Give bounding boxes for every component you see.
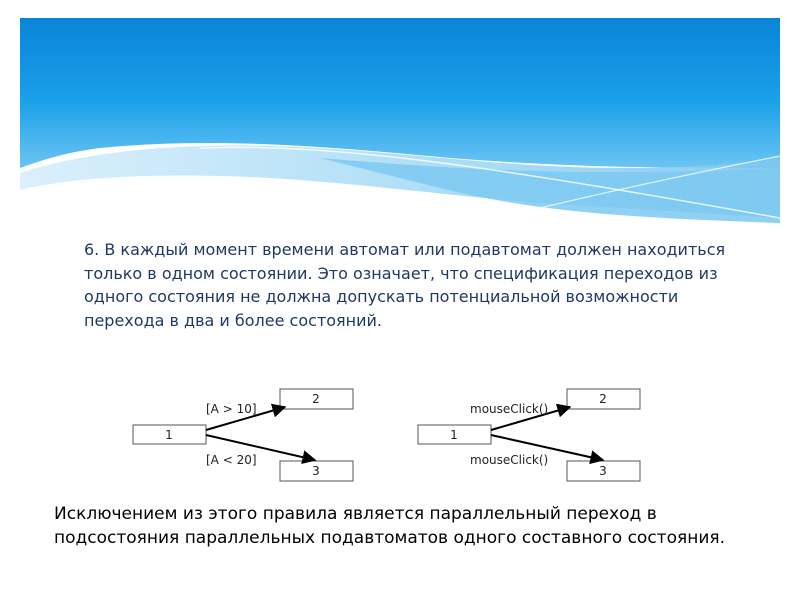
left-state-2-label: 2 <box>312 392 320 406</box>
right-event-bottom: mouseClick() <box>470 453 549 467</box>
right-state-2-label: 2 <box>599 392 607 406</box>
left-diagram <box>133 389 353 481</box>
exception-paragraph: Исключением из этого правила является параллельный переход в подсостояния параллельных подавтоматов одного составного состояния. <box>54 504 725 548</box>
header-wave-banner <box>20 18 780 228</box>
left-state-1-label: 1 <box>165 428 173 442</box>
right-diagram <box>418 389 640 481</box>
left-guard-top: [A > 10] <box>206 402 257 416</box>
left-guard-bottom: [A < 20] <box>206 453 257 467</box>
right-state-3-label: 3 <box>599 464 607 478</box>
rule-paragraph: 6. В каждый момент времени автомат или подавтомат должен находиться только в одном состоянии. Это означает, что спецификация переходов из одного состояния не должна допускать потенциальной возможности перехода в два и более состояний. <box>84 240 726 330</box>
right-state-1-label: 1 <box>450 428 458 442</box>
transition-diagrams <box>0 370 800 500</box>
left-state-3-label: 3 <box>312 464 320 478</box>
right-event-top: mouseClick() <box>470 402 549 416</box>
